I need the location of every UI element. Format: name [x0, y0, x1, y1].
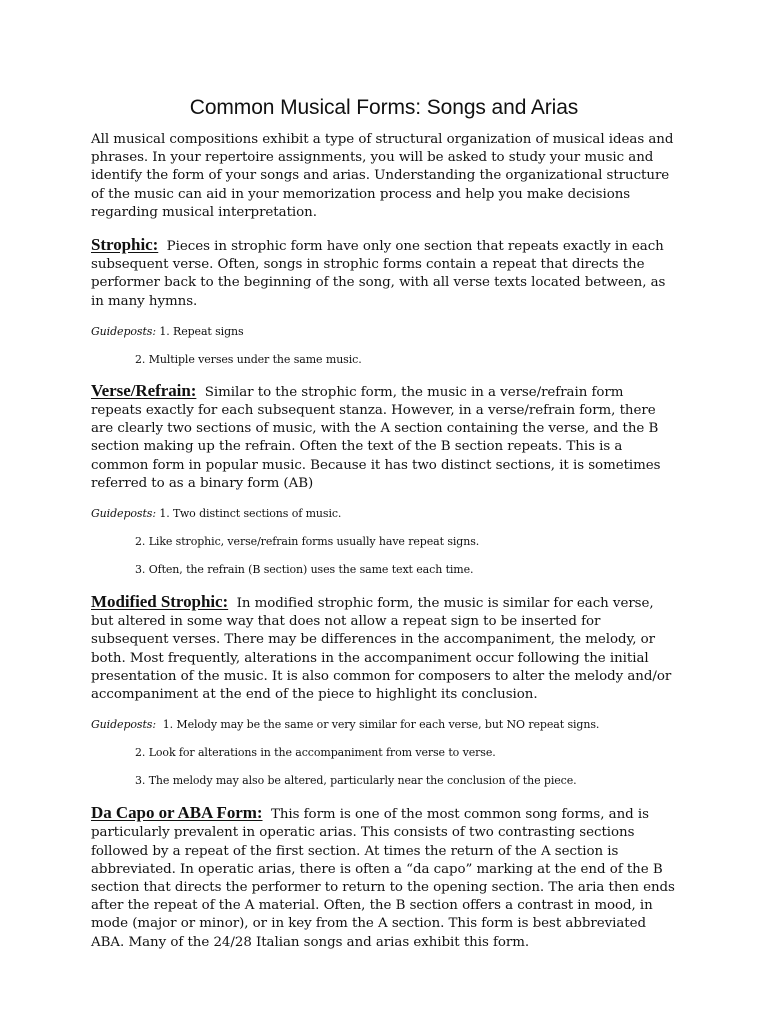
section-heading: Verse/Refrain:	[91, 380, 197, 400]
guidepost-item: Guideposts: 1. Repeat signs	[91, 324, 244, 338]
guidepost-item: 3. The melody may also be altered, particularly near the conclusion of the piece.	[135, 774, 577, 788]
intro-paragraph: All musical compositions exhibit a type of structural organization of musical ideas and phrases. In your repertoire assignments, you will be asked to study your music and identify the form of your songs and arias. Understanding the organizational structure of the music can aid in your memorization process and help you make decisions regarding musical interpretation.	[91, 132, 674, 220]
guidepost-item: 2. Multiple verses under the same music.	[135, 352, 362, 366]
guideposts-label: Guideposts:	[91, 718, 156, 732]
section-text: In modified strophic form, the music is similar for each verse, but altered in some way that does not allow a repeat sign to be inserted for subsequent verses. There may be differences in the accompaniment, the melody, or both. Most frequently, alterations in the accompaniment occur following the initial presentation of the music. It is also common for composers to alter the melody and/or accompaniment at the end of the piece to highlight its conclusion.	[91, 596, 672, 703]
section-text: This form is one of the most common song forms, and is particularly prevalent in operatic arias. This consists of two contrasting sections followed by a repeat of the first section. At times the return of the A section is abbreviated. In operatic arias, there is often a “da capo” marking at the end of the B section that directs the performer to return to the opening section. The aria then ends after the repeat of the A material. Often, the B section offers a contrast in mood, in mode (major or minor), or in key from the A section. This form is best abbreviated ABA. Many of the 24/28 Italian songs and arias exhibit this form.	[91, 807, 675, 950]
section-verse-refrain	[91, 382, 677, 493]
section-heading: Strophic:	[91, 235, 159, 255]
guidepost-item: Guideposts: 1. Melody may be the same or very similar for each verse, but NO repeat signs.	[91, 718, 600, 732]
page-title: Common Musical Forms: Songs and Arias	[189, 96, 579, 119]
section-heading: Modified Strophic:	[91, 592, 229, 612]
section-heading: Da Capo or ABA Form:	[91, 803, 263, 823]
section-text: Pieces in strophic form have only one section that repeats exactly in each subsequent verse. Often, songs in strophic forms contain a repeat that directs the performer back to the beginning of the song, with all verse texts located between, as in many hymns.	[91, 239, 666, 309]
guidepost-item: 2. Look for alterations in the accompaniment from verse to verse.	[135, 746, 496, 760]
guidepost-item: Guideposts: 1. Two distinct sections of music.	[91, 507, 342, 521]
section-strophic	[91, 236, 677, 311]
guideposts-label: Guideposts:	[91, 324, 156, 338]
section-text: Similar to the strophic form, the music in a verse/refrain form repeats exactly for each subsequent stanza. However, in a verse/refrain form, there are clearly two sections of music, with the A section containing the verse, and the B section making up the refrain. Often the text of the B section repeats. This is a common form in popular music. Because it has two distinct sections, it is sometimes referred to as a binary form (AB)	[91, 384, 661, 491]
guideposts-label: Guideposts:	[91, 507, 156, 521]
section-da-capo	[91, 804, 677, 952]
section-modified-strophic	[91, 593, 677, 704]
guidepost-item: 2. Like strophic, verse/refrain forms usually have repeat signs.	[135, 535, 480, 549]
guidepost-item: 3. Often, the refrain (B section) uses the same text each time.	[135, 563, 474, 577]
